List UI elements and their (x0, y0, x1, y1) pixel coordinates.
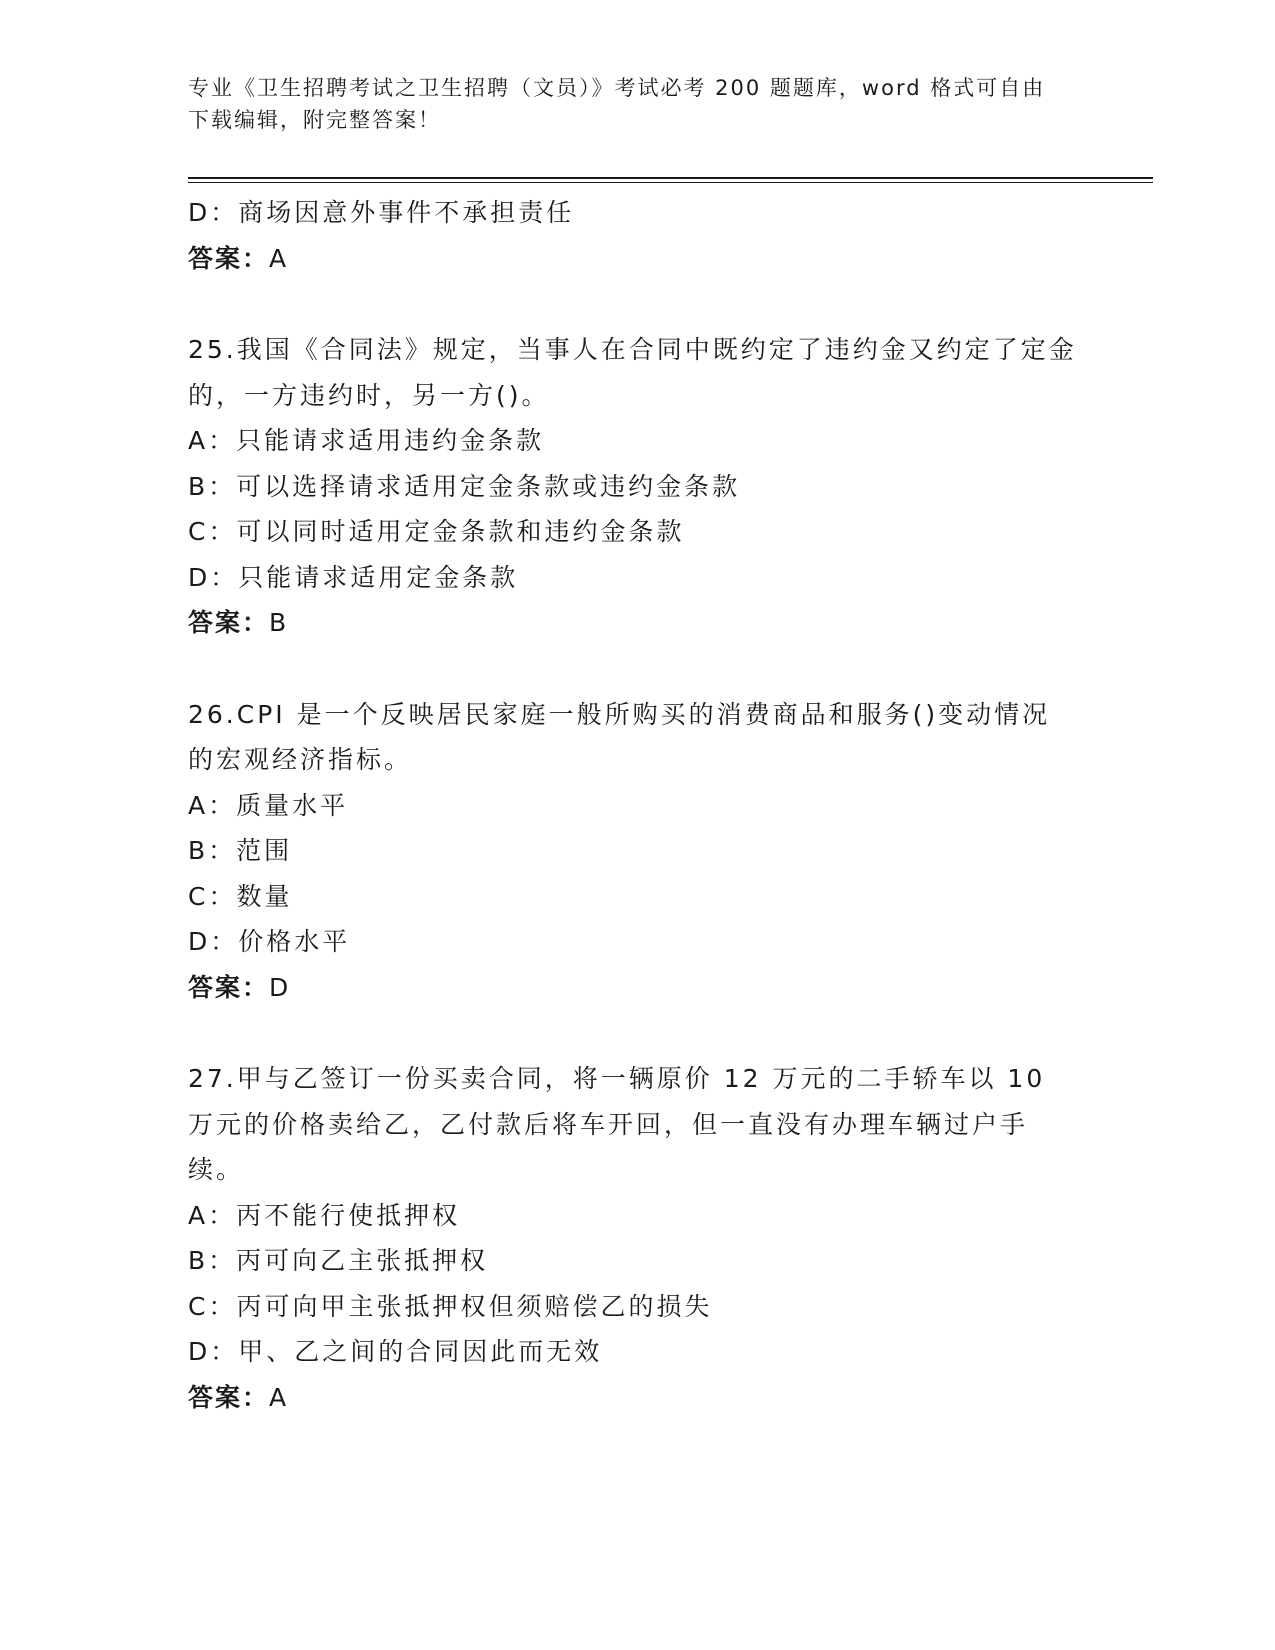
answer-value: D (269, 972, 291, 1002)
option-d: D：甲、乙之间的合同因此而无效 (188, 1337, 603, 1366)
answer-label: 答案： (188, 972, 270, 1002)
header-rule-thick (188, 177, 1153, 179)
option-b: B：可以选择请求适用定金条款或违约金条款 (188, 471, 741, 501)
document-header: 专业《卫生招聘考试之卫生招聘（文员）》考试必考 200 题题库，word 格式可自由下载编辑，附完整答案！ (188, 76, 1046, 132)
option-b: B：范围 (188, 836, 293, 865)
spacer (188, 281, 1088, 327)
option-c: C：数量 (188, 881, 293, 911)
spacer (188, 646, 1088, 692)
spacer (188, 1010, 1088, 1056)
answer-line (188, 236, 1088, 282)
answer-value: B (269, 608, 289, 637)
answer-label: 答案： (188, 243, 270, 273)
question-stem: 25.我国《合同法》规定，当事人在合同中既约定了违约金又约定了定金的，一方违约时，另一方()。 (188, 335, 1077, 410)
option-a: A：只能请求适用违约金条款 (188, 426, 545, 455)
answer-line (188, 1375, 1088, 1421)
answer-label: 答案： (188, 608, 270, 637)
answer-line (188, 965, 1088, 1011)
question-stem: 26.CPI 是一个反映居民家庭一般所购买的消费商品和服务()变动情况的宏观经济指标。 (188, 699, 1051, 774)
option-c: C：丙可向甲主张抵押权但须赔偿乙的损失 (188, 1291, 713, 1321)
option-a: A：质量水平 (188, 790, 349, 820)
option-d: D：价格水平 (188, 927, 351, 956)
answer-label: 答案： (188, 1382, 270, 1412)
option-d: D：只能请求适用定金条款 (188, 562, 519, 592)
option-c: C：可以同时适用定金条款和违约金条款 (188, 517, 685, 546)
option-d: D：商场因意外事件不承担责任 (188, 198, 575, 227)
question-content (188, 190, 1088, 1420)
answer-value: A (269, 1382, 289, 1412)
answer-line (188, 600, 1088, 646)
header-rule-thin (188, 182, 1153, 183)
option-b: B：丙可向乙主张抵押权 (188, 1246, 489, 1275)
option-a: A：丙不能行使抵押权 (188, 1200, 461, 1230)
question-stem: 27.甲与乙签订一份买卖合同，将一辆原价 12 万元的二手轿车以 10 万元的价格卖给乙，乙付款后将车开回，但一直没有办理车辆过户手续。 (188, 1064, 1046, 1184)
answer-value: A (269, 243, 289, 273)
